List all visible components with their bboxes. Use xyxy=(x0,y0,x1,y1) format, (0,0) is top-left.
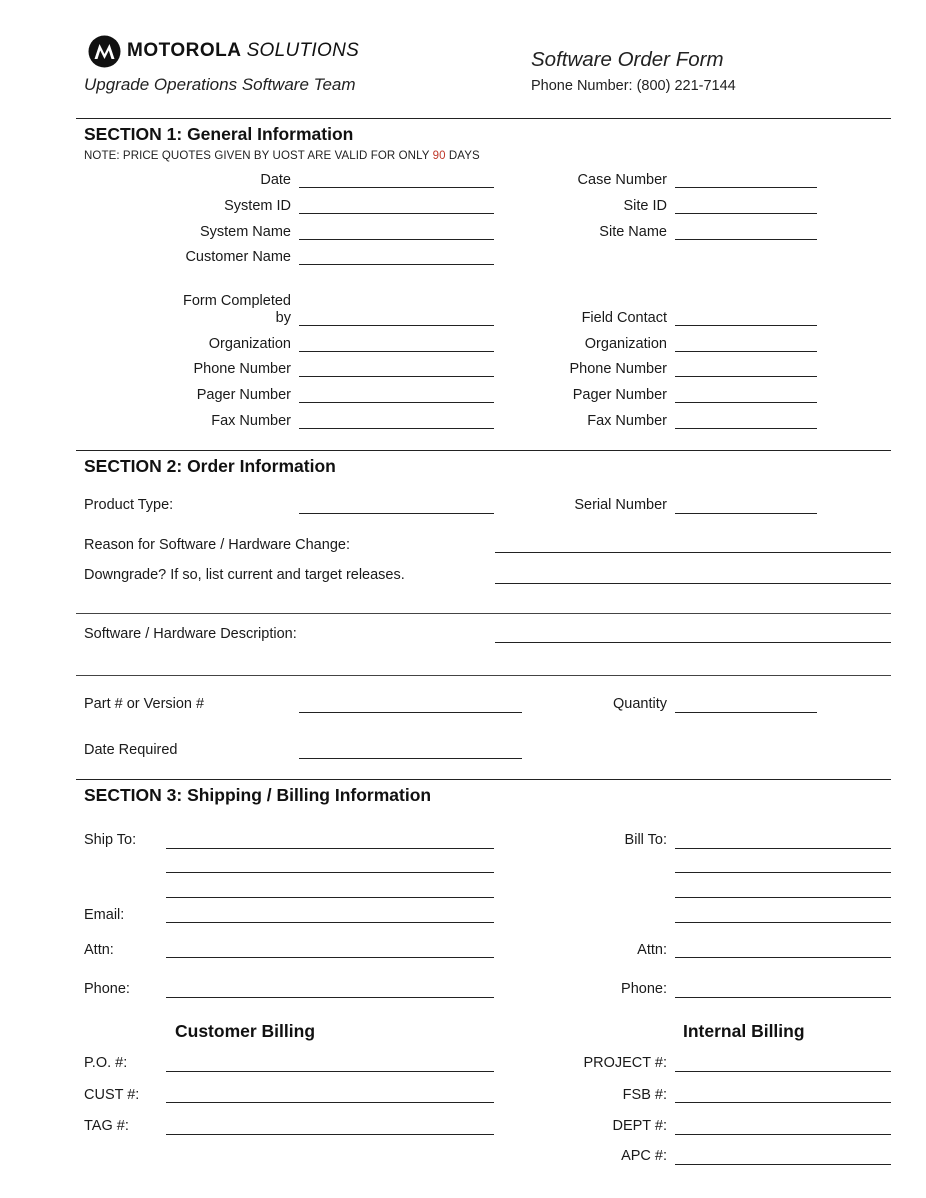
field-contact-label: Field Contact xyxy=(581,310,667,326)
organization-label: Organization xyxy=(208,336,291,352)
case-number-field[interactable] xyxy=(675,187,817,188)
brand-name-text: MOTOROLA xyxy=(127,40,241,61)
contact-fax-number-label: Fax Number xyxy=(587,413,667,429)
date-required-field[interactable] xyxy=(299,758,522,759)
contact-organization-label: Organization xyxy=(584,336,667,352)
organization-field[interactable] xyxy=(299,351,494,352)
order-divider-1 xyxy=(76,613,891,614)
ship-to-line-2[interactable] xyxy=(166,872,494,873)
bill-phone-field[interactable] xyxy=(675,997,891,998)
internal-billing-heading: Internal Billing xyxy=(683,1021,805,1041)
reason-label: Reason for Software / Hardware Change: xyxy=(84,537,350,553)
section2-title: SECTION 2: Order Information xyxy=(84,456,336,476)
fax-number-label: Fax Number xyxy=(211,413,291,429)
contact-pager-number-label: Pager Number xyxy=(572,387,667,403)
project-field[interactable] xyxy=(675,1071,891,1072)
customer-billing-heading: Customer Billing xyxy=(175,1021,316,1041)
pager-number-field[interactable] xyxy=(299,402,494,403)
contact-phone-number-label: Phone Number xyxy=(569,361,667,377)
ship-phone-field[interactable] xyxy=(166,997,494,998)
section1-divider xyxy=(76,450,891,451)
fsb-field[interactable] xyxy=(675,1102,891,1103)
site-id-field[interactable] xyxy=(675,213,817,214)
po-field[interactable] xyxy=(166,1071,494,1072)
quantity-field[interactable] xyxy=(675,712,817,713)
bill-to-line-4[interactable] xyxy=(675,922,891,923)
site-name-label: Site Name xyxy=(599,224,667,240)
brand-name xyxy=(127,40,359,62)
quantity-label: Quantity xyxy=(613,696,667,712)
field-contact-field[interactable] xyxy=(675,325,817,326)
bill-to-line-2[interactable] xyxy=(675,872,891,873)
bill-to-line-3[interactable] xyxy=(675,897,891,898)
system-name-field[interactable] xyxy=(299,239,494,240)
ship-to-label: Ship To: xyxy=(84,832,137,848)
date-field[interactable] xyxy=(299,187,494,188)
ship-to-line-1[interactable] xyxy=(166,848,494,849)
form-completed-by-field[interactable] xyxy=(299,325,494,326)
contact-fax-number-field[interactable] xyxy=(675,428,817,429)
contact-phone-number-field[interactable] xyxy=(675,376,817,377)
part-version-label: Part # or Version # xyxy=(84,696,205,712)
note-suffix: DAYS xyxy=(445,150,480,162)
header-divider xyxy=(76,118,891,119)
note-prefix: NOTE: PRICE QUOTES GIVEN BY UOST ARE VALID FOR ONLY xyxy=(84,150,433,162)
form-completed-label-2: by xyxy=(275,310,291,326)
fax-number-field[interactable] xyxy=(299,428,494,429)
form-completed-label-1: Form Completed xyxy=(183,293,291,309)
tag-field[interactable] xyxy=(166,1134,494,1135)
downgrade-label: Downgrade? If so, list current and target releases. xyxy=(84,567,405,583)
team-name: Upgrade Operations Software Team xyxy=(84,75,356,94)
dept-field[interactable] xyxy=(675,1134,891,1135)
product-type-field[interactable] xyxy=(299,513,494,514)
note-days: 90 xyxy=(432,150,446,162)
phone-number-field[interactable] xyxy=(299,376,494,377)
contact-organization-field[interactable] xyxy=(675,351,817,352)
po-label: P.O. #: xyxy=(84,1055,128,1071)
site-name-field[interactable] xyxy=(675,239,817,240)
order-divider-2 xyxy=(76,675,891,676)
reason-field[interactable] xyxy=(495,552,891,553)
bill-attn-field[interactable] xyxy=(675,957,891,958)
motorola-logo-icon xyxy=(88,35,121,68)
project-label: PROJECT #: xyxy=(583,1055,667,1071)
description-field[interactable] xyxy=(495,642,891,643)
section2-divider xyxy=(76,779,891,780)
brand-suffix-text: SOLUTIONS xyxy=(246,40,360,61)
serial-number-label: Serial Number xyxy=(574,497,667,513)
part-version-field[interactable] xyxy=(299,712,522,713)
contact-pager-number-field[interactable] xyxy=(675,402,817,403)
bill-to-label: Bill To: xyxy=(624,832,667,848)
section1-title: SECTION 1: General Information xyxy=(84,124,354,144)
system-id-field[interactable] xyxy=(299,213,494,214)
dept-label: DEPT #: xyxy=(612,1118,667,1134)
date-label: Date xyxy=(260,172,291,188)
product-type-label: Product Type: xyxy=(84,497,174,513)
price-quote-note xyxy=(84,150,480,162)
system-id-label: System ID xyxy=(224,198,291,214)
bill-phone-label: Phone: xyxy=(621,981,667,997)
cust-label: CUST #: xyxy=(84,1087,140,1103)
description-label: Software / Hardware Description: xyxy=(84,626,297,642)
site-id-label: Site ID xyxy=(623,198,667,214)
fsb-label: FSB #: xyxy=(622,1087,667,1103)
apc-label: APC #: xyxy=(621,1148,667,1164)
date-required-label: Date Required xyxy=(84,742,178,758)
case-number-label: Case Number xyxy=(577,172,667,188)
ship-attn-field[interactable] xyxy=(166,957,494,958)
downgrade-field[interactable] xyxy=(495,583,891,584)
apc-field[interactable] xyxy=(675,1164,891,1165)
customer-name-field[interactable] xyxy=(299,264,494,265)
form-title: Software Order Form xyxy=(531,48,724,71)
cust-field[interactable] xyxy=(166,1102,494,1103)
tag-label: TAG #: xyxy=(84,1118,129,1134)
header-phone: Phone Number: (800) 221-7144 xyxy=(531,78,736,94)
email-label: Email: xyxy=(84,907,125,923)
bill-to-line-1[interactable] xyxy=(675,848,891,849)
ship-to-line-3[interactable] xyxy=(166,897,494,898)
pager-number-label: Pager Number xyxy=(196,387,291,403)
customer-name-label: Customer Name xyxy=(185,249,291,265)
ship-phone-label: Phone: xyxy=(84,981,130,997)
phone-number-label: Phone Number xyxy=(193,361,291,377)
system-name-label: System Name xyxy=(199,224,291,240)
bill-attn-label: Attn: xyxy=(637,942,667,958)
email-field[interactable] xyxy=(166,922,494,923)
serial-number-field[interactable] xyxy=(675,513,817,514)
ship-attn-label: Attn: xyxy=(84,942,114,958)
section3-title: SECTION 3: Shipping / Billing Information xyxy=(84,785,432,805)
